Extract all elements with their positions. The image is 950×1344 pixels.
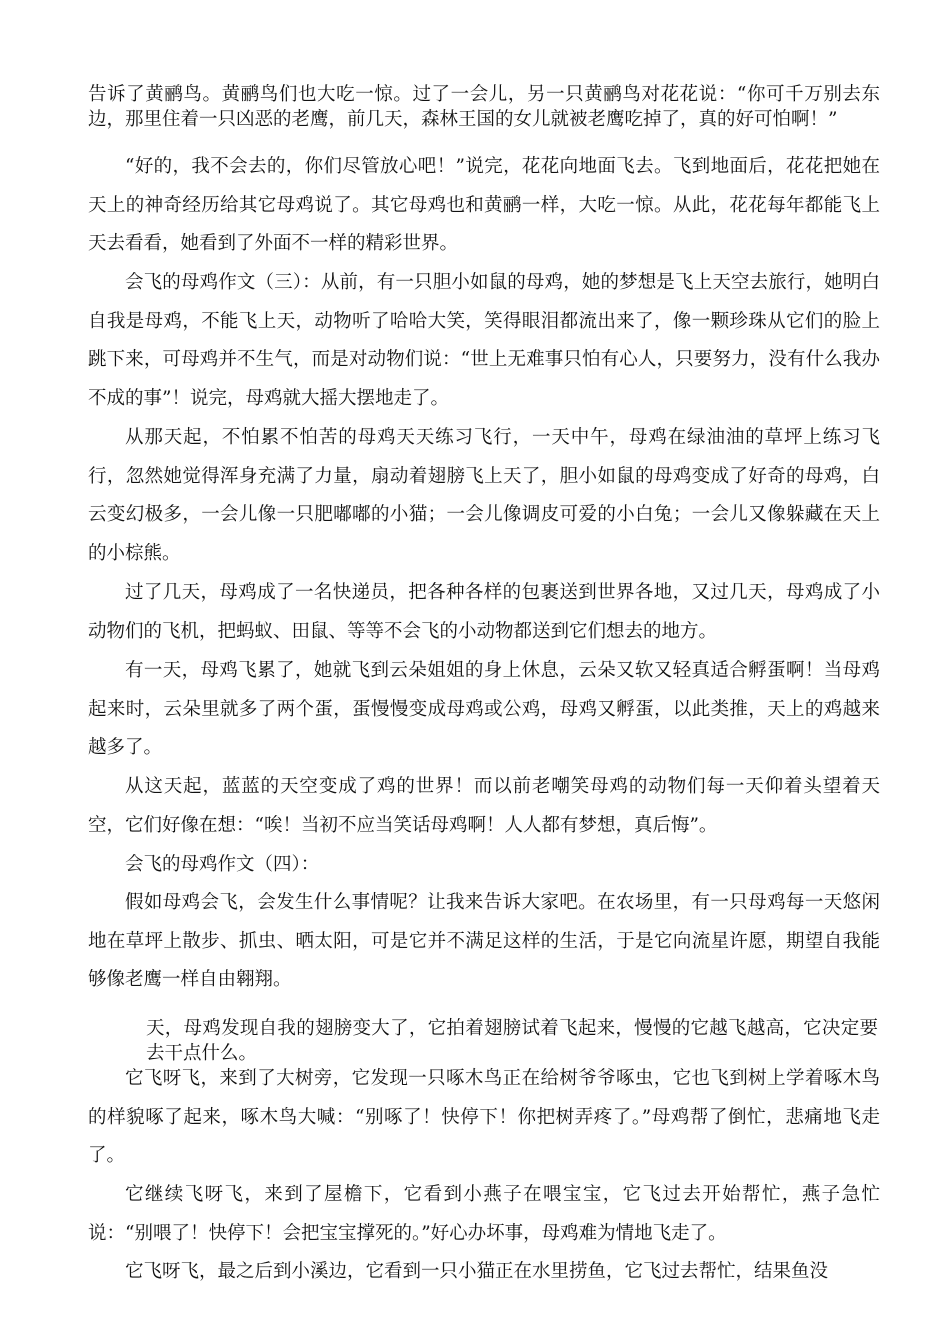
paragraph-12: 它飞呀飞，最之后到小溪边，它看到一只小猫正在水里捞鱼，它飞过去帮忙，结果鱼没 (125, 1261, 829, 1282)
paragraph-3: 会飞的母鸡作文（三）：从前，有一只胆小如鼠的母鸡，她的梦想是飞上天空去旅行，她明白自我是母鸡，不能飞上天，动物听了哈哈大笑，笑得眼泪都流出来了，像一颗珍珠从它们的脸上跳下来，可母鸡并不生气，而是对动物们说：“世上无难事只怕有心人，只要努力，没有什么我办不成的事”！说完，母鸡就大摇大摆地走了。 (88, 272, 880, 409)
paragraph-10: 它飞呀飞，来到了大树旁，它发现一只啄木鸟正在给树爷爷啄虫，它也飞到树上学着啄木鸟的样貌啄了起来，啄木鸟大喊：“别啄了！快停下！你把树弄疼了。”母鸡帮了倒忙，悲痛地飞走了。 (88, 1068, 880, 1166)
paragraph-9: 天，母鸡发现自我的翅膀变大了，它拍着翅膀试着飞起来，慢慢的它越飞越高，它决定要去干点什么。 (146, 1018, 878, 1064)
paragraph-7: 从这天起，蓝蓝的天空变成了鸡的世界！而以前老嘲笑母鸡的动物们每一天仰着头望着天空，它们好像在想：“唉！当初不应当笑话母鸡啊！人人都有梦想，真后悔”。 (88, 776, 880, 836)
paragraph-11: 它继续飞呀飞，来到了屋檐下，它看到小燕子在喂宝宝，它飞过去开始帮忙，燕子急忙说：“别喂了！快停下！会把宝宝撑死的。”好心办坏事，母鸡难为情地飞走了。 (88, 1184, 880, 1244)
paragraph-4: 从那天起，不怕累不怕苦的母鸡天天练习飞行，一天中午，母鸡在绿油油的草坪上练习飞行，忽然她觉得浑身充满了力量，扇动着翅膀飞上天了，胆小如鼠的母鸡变成了好奇的母鸡，白云变幻极多，一会儿像一只肥嘟嘟的小猫；一会儿像调皮可爱的小白兔；一会儿又像躲藏在天上的小棕熊。 (88, 427, 880, 564)
paragraph-8: 假如母鸡会飞，会发生什么事情呢？让我来告诉大家吧。在农场里，有一只母鸡每一天悠闲地在草坪上散步、抓虫、晒太阳，可是它并不满足这样的生活，于是它向流星许愿，期望自我能够像老鹰一样自由翱翔。 (88, 892, 880, 990)
paragraph-6: 有一天，母鸡飞累了，她就飞到云朵姐姐的身上休息，云朵又软又轻真适合孵蛋啊！当母鸡起来时，云朵里就多了两个蛋，蛋慢慢变成母鸡或公鸡，母鸡又孵蛋，以此类推，天上的鸡越来越多了。 (88, 660, 880, 758)
paragraph-2: “好的，我不会去的，你们尽管放心吧！”说完，花花向地面飞去。飞到地面后，花花把她在天上的神奇经历给其它母鸡说了。其它母鸡也和黄鹂一样，大吃一惊。从此，花花每年都能飞上天去看看，她看到了外面不一样的精彩世界。 (88, 156, 880, 254)
section-heading-4: 会飞的母鸡作文（四）： (125, 854, 320, 875)
paragraph-5: 过了几天，母鸡成了一名快递员，把各种各样的包裹送到世界各地，又过几天，母鸡成了小动物们的飞机，把蚂蚁、田鼠、等等不会飞的小动物都送到它们想去的地方。 (88, 582, 880, 642)
paragraph-1: 告诉了黄鹂鸟。黄鹂鸟们也大吃一惊。过了一会儿，另一只黄鹂鸟对花花说：“你可千万别去东边，那里住着一只凶恶的老鹰，前几天，森林王国的女儿就被老鹰吃掉了，真的好可怕啊！” (88, 84, 880, 130)
